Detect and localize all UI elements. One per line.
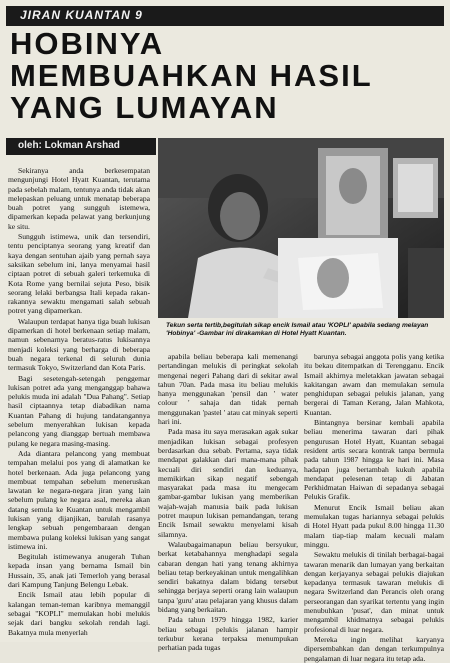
article-column-3 [304,352,444,663]
headline-line-3: YANG LUMAYAN [10,90,279,125]
paragraph: apabila beliau beberapa kali memenangi pertandingan melukis di peringkat sekolah mengenai negeri Pahang dari di sekitar awal tahun 70an. Pada masa itu beliau melukis hanya menggunakan 'pensil dan ' water colour ' sahaja dan tidak pernah menggunakan 'pastel ' atau cat minyak seperti hari ini. [158,352,298,427]
photo-illustration [158,138,444,318]
article-column-1 [8,166,150,638]
byline: oleh: Lokman Arshad [18,140,120,151]
paragraph: Begitulah istimewanya anugerah Tuhan kepada insan yang bernama Ismail bin Hussain, 35, anak jati Temerloh yang berasal dari Kampung Tanjung Belengu Lebak. [8,552,150,590]
paragraph: Encik Ismail atau lebih popular di kalangan teman-teman karibnya memanggil sebagai "KOPLI" memulakan hobi melukis sejak dari bangku sekolah rendah lagi. Bakatnya mula menyerlah [8,590,150,637]
headline-line-2: MEMBUAHKAN HASIL [10,58,373,93]
byline-bar [6,138,156,155]
article-column-2 [158,352,298,653]
section-header [6,6,444,26]
paragraph: Bintangnya bersinar kembali apabila beliau menerima tawaran dari pihak pengurusan Hotel Hyatt, Kuantan sebagai resident artis secara kontrak tanpa bermula pada tahun 1987 hingga ke hari ini. Masa hadapan juga bertambah kukuh apabila mendapat pelesenan tetap di Jabatan Perkhidmatan Haiwan di sepadanya sebagai Pelukis Grafik. [304,418,444,502]
paragraph: Sekiranya anda berkesempatan mengunjungi Hotel Hyatt Kuantan, terutama pada sebelah malam, tentunya anda tidak akan melepaskan peluang untuk menatap beberapa buah potret yang sungguh istemewa, dipamerkan kepada pelawat yang berkunjung ke situ. [8,166,150,231]
paragraph: Pada masa itu saya merasakan agak sukar menjadikan lukisan sebagai profesyen berdasarkan dua sebab. Pertama, saya tidak mendapat galakkan dari mana-mana pihak kecuali diri sendiri dan keduanya, memikirkan sikap negatif sebengah masyarakat pada masa itu mengecam gambar-gambar lukisan yang memberikan wajah-wajah manusia baik pada lukisan potret maupun lukisan pemandangan, terang Encik Ismail sewaktu menyelami kisah silamnya. [158,427,298,539]
paragraph: Ada diantara pelancong yang membuat tempahan melalui pos yang di alamatkan ke hotel berkenaan. Ada juga pelancong yang membuat tempahan sebelum meneruskan lawatan ke negara-negara jiran yang lain sebelum pulang ke negara asal, mereka akan datang semula ke Kuantan untuk mengambil lukisan yang dijanjikan, barulah rasanya lengkap sebuah pengembaraan dengan membawa pulang koleksi lukisan yang sangat istimewa ini. [8,448,150,551]
headline [10,28,440,124]
paragraph: Bagi sesetengah-setengah penggemar lukisan potret ada yang menganggap bahawa pelukis muda ini adalah "Dua Pahang". Setiap hasil ciptaannya tetap diabadikan nama Kuantan Pahang di hujung tandatangannya sebelum menyerahkan lukisan kepada pelancong yang dianggap bertuah membawa pulang ke negara masing-masing. [8,373,150,448]
paragraph: barunya sebagai anggota polis yang ketika itu bekau ditempatkan di Terengganu. Encik Ismail akhirnya meletakkan jawatan sebagai kakitangan awam dan memulakan semula penghidupan sebagai pelukis jalanan, yang bergerai di Taman Kerang, Jalan Mahkota, Kuantan. [304,352,444,417]
headline-line-1: HOBINYA [10,26,165,61]
paragraph: Mereka ingin melihat karyanya dipersembahkan dan dengan terkumpulnya pengalaman di luar negara itu tetap ada. [304,634,444,663]
artist-photo [158,138,444,318]
paragraph: Menurut Encik Ismail beliau akan memulakan tugas hariannya sebagai pelukis di Hotel Hyatt pada pukul 8.00 hingga 11.30 malam tiap-tiap malam kecuali malam minggu. [304,502,444,549]
section-label: JIRAN KUANTAN 9 [20,8,143,22]
paragraph: Pada tahun 1979 hingga 1982, karier beliau sebagai pelukis jalanan hampir terkubur kerana terpaksa menumpukan perhatian pada tugas [158,615,298,653]
paragraph: Sewaktu melukis di tinilah berbagai-bagai tawaran menarik dan lumayan yang berkaitan dengan kerjayanya sebagai pelukis diajukan kepadanya termasuk tawaran melukis di negara Switzerland dan Perancis oleh orang perseorangan dan syarikat tertentu yang ingin menubuhkan 'pusat', dan minat untuk mengambil khidmatnya sebagai pelukis profesional di luar negara. [304,550,444,634]
paragraph: Sungguh istimewa, unik dan tersendiri, tentu penciptanya seorang yang kreatif dan kaya dengan sentuhan ajaib yang pernah saya saksikan sebelum ini, lanya menyamai hasil ciptaan potret di sebuah galeri terkemuka di Kota Rome yang bernilai sejuta Peso, bisik seorang lelaki berbangsa Itali kepada rakan-rakannya sewaktu mengamati salah sebuah potret yang dipamerkan. [8,232,150,316]
photo-caption: Tekun serta tertib,begitulah sikap encik Ismail atau 'KOPLI' apabila sedang melayan 'Hobinya' -Gambar ini dirakamkan di Hotel Hyatt Kuantan. [166,322,429,337]
paragraph: Walaupun terdapat hanya tiga buah lukisan dipamerkan di hotel berkenaan setiap malam, namun sebenarnya beratus-ratus lukisannya menjadi koleksi yang berharga di beberapa buah negara terkenal di seluruh dunia termasuk Tokyo, Switzerland dan Kota Paris. [8,316,150,373]
paragraph: Walaubagaimanapun beliau bersyukur, berkat ketabahannya menghadapi segala cabaran dengan hati yang tenang akhirnya beliau tetap berkeyakinan untuk mengalihkan sendiri bakatnya dalam bidang tersebut sehingga berjaya seperti orang lain walaupun tanpa 'guru' atau pelajaran yang khusus dalam bidang yang berkaitan. [158,539,298,615]
